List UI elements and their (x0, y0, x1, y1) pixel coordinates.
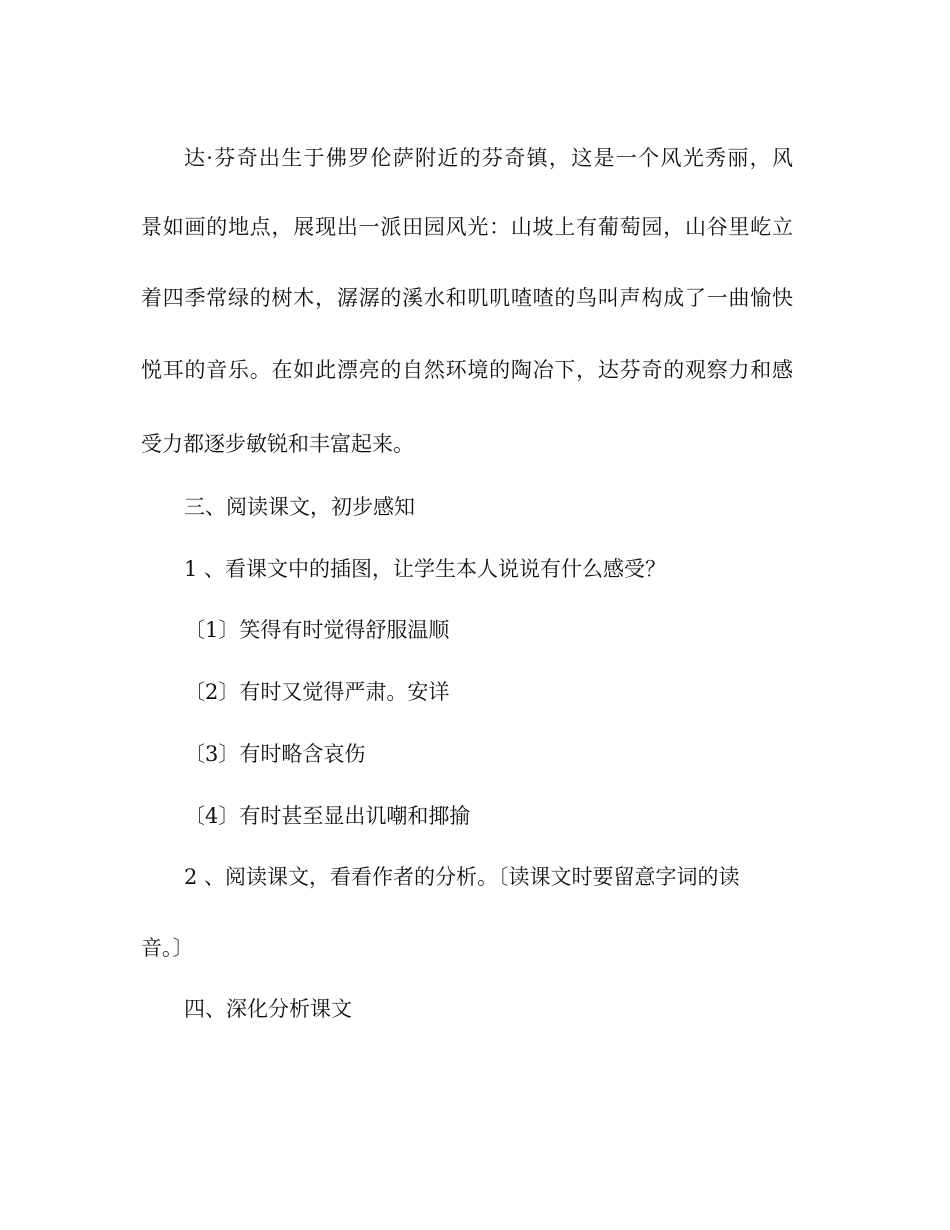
paragraph-line: 景如画的地点，展现出一派田园风光：山坡上有葡萄园，山谷里屹立 (141, 215, 793, 239)
paragraph-line: 悦耳的音乐。在如此漂亮的自然环境的陶冶下，达芬奇的观察力和感 (141, 358, 793, 382)
paragraph-line: 达·芬奇出生于佛罗伦萨附近的芬奇镇，这是一个风光秀丽，风 (184, 146, 793, 170)
sub-list-item: 〔3〕有时略含哀伤 (184, 742, 366, 766)
sub-list-item: 〔1〕笑得有时觉得舒服温顺 (184, 618, 450, 642)
paragraph-line: 着四季常绿的树木，潺潺的溪水和叽叽喳喳的鸟叫声构成了一曲愉快 (141, 286, 793, 310)
list-item-continuation: 音。〕 (141, 936, 194, 960)
section-heading: 四、深化分析课文 (184, 997, 352, 1021)
sub-list-item: 〔2〕有时又觉得严肃。安详 (184, 680, 450, 704)
list-item: 2 、阅读课文，看看作者的分析。〔读课文时要留意字词的读 (184, 865, 740, 889)
list-item: 1 、看课文中的插图，让学生本人说说有什么感受？ (184, 557, 667, 581)
paragraph-line: 受力都逐步敏锐和丰富起来。 (141, 432, 414, 456)
sub-list-item: 〔4〕有时甚至显出讥嘲和揶揄 (184, 804, 471, 828)
section-heading: 三、阅读课文，初步感知 (184, 495, 415, 519)
